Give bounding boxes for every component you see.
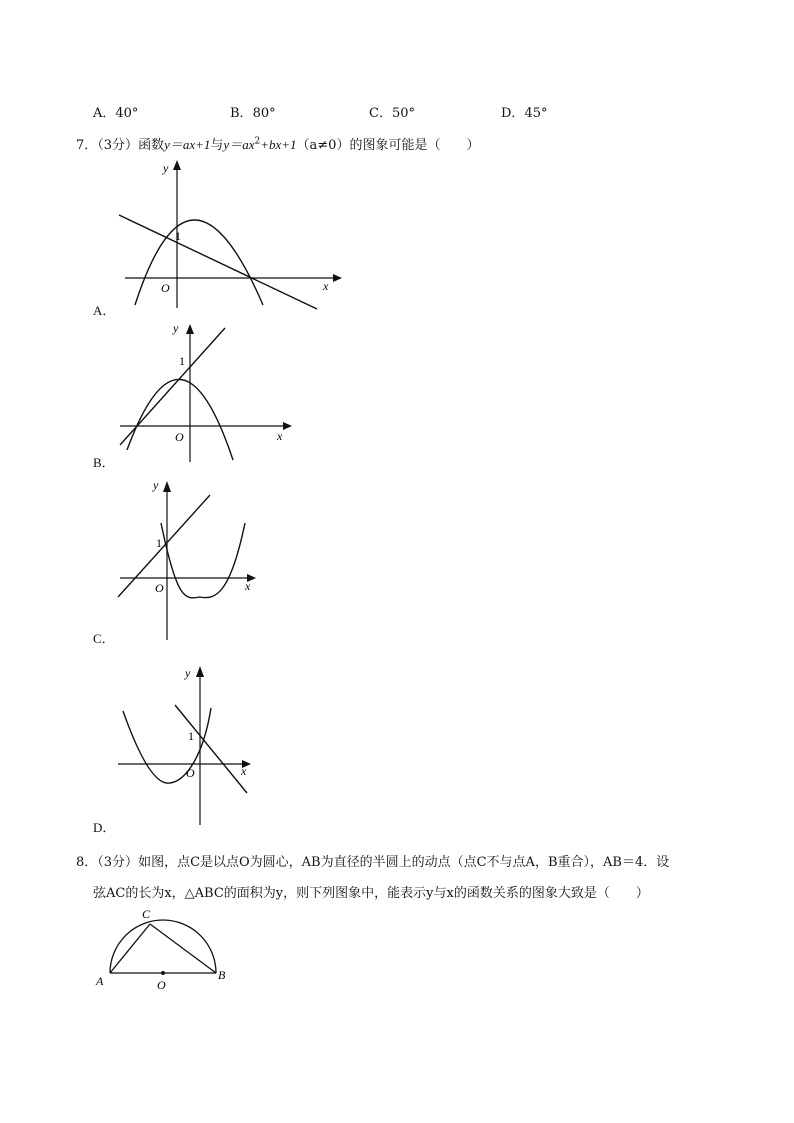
intercept-label: 1 <box>179 354 185 368</box>
x-axis-label: x <box>323 279 329 293</box>
option-letter: B． <box>230 106 253 121</box>
question-score: （3分） <box>97 138 139 153</box>
semicircle-figure <box>92 903 237 993</box>
origin-label: O <box>186 766 195 780</box>
x-axis-label: x <box>245 579 251 593</box>
question-score: （3分） <box>97 855 139 870</box>
origin-label: O <box>161 281 170 295</box>
option-text: 40° <box>115 106 139 121</box>
origin-label: O <box>175 430 184 444</box>
point-c-label: C <box>142 907 151 921</box>
graph-b <box>115 320 295 465</box>
question-number: 8． <box>76 855 98 870</box>
y-axis-label: y <box>185 666 191 680</box>
point-a-label: A <box>96 974 104 988</box>
intercept-label: 1 <box>188 729 194 743</box>
q6-option-b[interactable] <box>230 102 276 121</box>
q6-option-a[interactable] <box>93 102 138 121</box>
stem-text: 弦AC的长为x，△ABC的面积为y，则下列图象中，能表示y与x的函数关系的图象大致是（ ） <box>93 886 649 901</box>
graph-a <box>115 160 340 315</box>
choice-label-a[interactable]: A． <box>93 303 116 318</box>
option-letter: C． <box>369 106 392 121</box>
q7-stem <box>76 134 479 153</box>
formula-condition: （a≠0） <box>296 138 350 153</box>
q8-stem-line1 <box>76 851 669 870</box>
origin-label: O <box>155 581 164 595</box>
x-axis-label: x <box>241 764 247 778</box>
question-number: 7． <box>76 138 98 153</box>
stem-text: 函数 <box>138 138 165 153</box>
graph-c <box>115 475 265 645</box>
point-o-label: O <box>157 978 166 992</box>
option-text: 45° <box>524 106 548 121</box>
q8-stem-line2 <box>93 882 649 901</box>
formula-quadratic-a: y＝ax <box>223 137 255 152</box>
formula-quadratic-b: +bx+1 <box>260 137 297 152</box>
choice-label-b[interactable]: B． <box>93 455 115 470</box>
stem-text: 与 <box>210 138 224 153</box>
q6-option-c[interactable] <box>369 102 415 121</box>
option-letter: A． <box>93 106 116 121</box>
stem-text: 如图，点C是以点O为圆心，AB为直径的半圆上的动点（点C不与点A，B重合），AB＝4．设 <box>138 855 670 870</box>
graph-d <box>115 663 260 833</box>
option-letter: D． <box>501 106 525 121</box>
q6-option-d[interactable] <box>501 102 547 121</box>
x-axis-label: x <box>277 429 283 443</box>
point-b-label: B <box>218 968 226 982</box>
intercept-label: 1 <box>175 229 181 243</box>
choice-label-c[interactable]: C． <box>93 631 115 646</box>
stem-text: 的图象可能是（ ） <box>349 138 480 153</box>
intercept-label: 1 <box>156 536 162 550</box>
choice-label-d[interactable]: D． <box>93 820 116 835</box>
option-text: 80° <box>252 106 276 121</box>
formula-linear: y＝ax+1 <box>164 137 211 152</box>
y-axis-label: y <box>153 478 159 492</box>
option-text: 50° <box>391 106 415 121</box>
y-axis-label: y <box>163 161 169 175</box>
formula-exponent: 2 <box>254 136 261 147</box>
y-axis-label: y <box>173 321 179 335</box>
